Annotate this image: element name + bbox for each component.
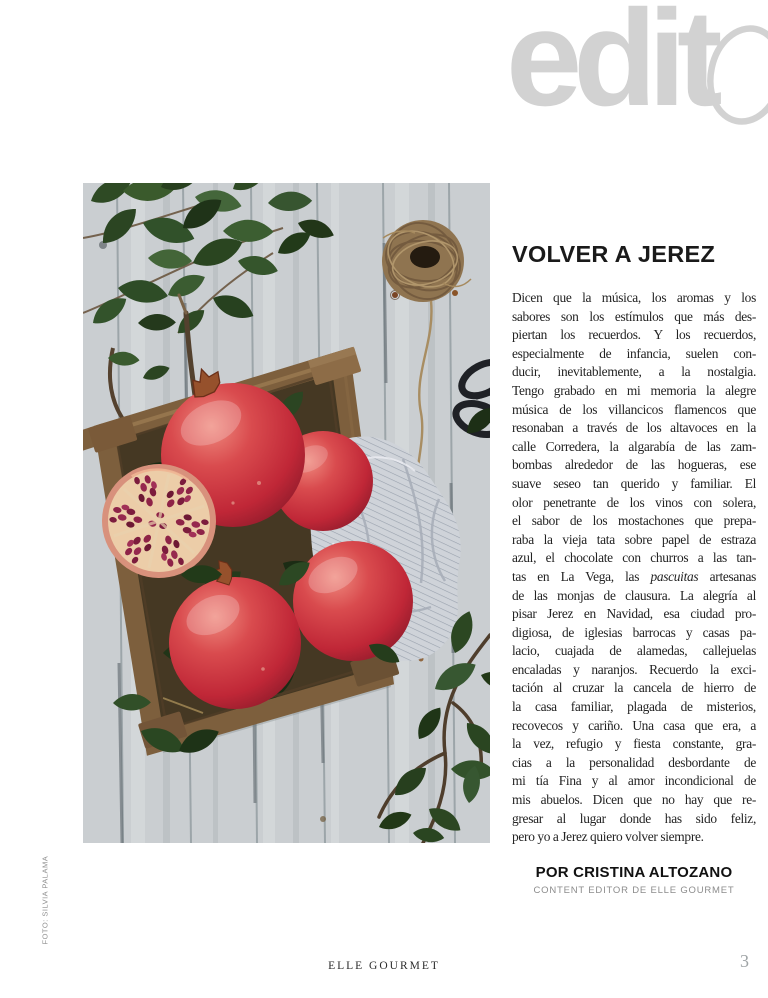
body-line: la vez, refugio y fiesta constante, gra- — [512, 736, 756, 752]
article-body — [512, 289, 756, 847]
body-line: suave seseo tan querido y familiar. El — [512, 475, 756, 491]
page-number: 3 — [740, 951, 749, 971]
body-line: tación al cruzar la cancela de hierro de — [512, 680, 756, 696]
body-line: tas en La Vega, las pascuitas artesanas — [512, 568, 757, 584]
body-line: de las monjas de clausura. La alegría al — [512, 587, 756, 603]
byline-block — [512, 864, 756, 896]
masthead-solid-letters: edit — [506, 0, 714, 135]
body-line: la casa familiar, plagada de misterios, — [512, 699, 756, 715]
body-line: lacio, cuajada de alamedas, callejuelas — [512, 643, 756, 659]
body-line: especialmente de infancia, suelen con- — [512, 345, 756, 361]
body-line: calle Corredera, la algarabía de las zam- — [512, 438, 756, 454]
body-line: gresar al lugar donde has sido feliz, — [512, 810, 756, 826]
body-line: bombas alrededor de las hogueras, ese — [512, 457, 756, 473]
body-line: encaladas y naranjos. Recuerdo la exci- — [512, 661, 756, 677]
body-line: el sabor de los mostachones que prepa- — [512, 513, 756, 529]
body-line: resonaban a través de los altavoces en la — [512, 420, 756, 436]
body-line: pero yo a Jerez quiero volver siempre. — [512, 829, 704, 845]
body-line: mis abuelos. Dicen que no hay que re- — [512, 792, 756, 808]
body-line: olor penetrante de los vinos con solera, — [512, 494, 756, 510]
byline-role: CONTENT EDITOR DE ELLE GOURMET — [533, 884, 735, 896]
body-line: Dicen que la música, los aromas y los — [512, 290, 756, 305]
pomegranate-on-cloth — [293, 541, 413, 661]
body-line: digiosa, de iglesias barrocas y casas pa- — [512, 624, 756, 640]
body-line: raba la vieja tata sobre papel de estraza — [512, 531, 756, 547]
body-line: ducir, inevitablemente, a la nostalgia. — [512, 364, 756, 380]
body-line: cias a la personalidad desbordante de — [512, 754, 756, 770]
article-title: VOLVER A JEREZ — [512, 241, 716, 267]
body-line: recovecos y cariño. Una casa que era, a — [512, 717, 756, 733]
body-line: azul, el chocolate con churros a las tan- — [512, 550, 756, 566]
body-line: mi tía Fina y al amor incondicional de — [512, 773, 756, 789]
masthead-edito — [506, 0, 768, 135]
body-line: pisar Jerez en Navidad, esa ciudad pro- — [512, 606, 756, 622]
footer-magazine-name: ELLE GOURMET — [328, 960, 440, 972]
body-line: Tengo grabado en mi memoria la alegre — [512, 382, 756, 398]
body-line: piertan los recuerdos. Y los recuerdos, — [512, 327, 756, 343]
body-line: sabores son los estímulos que más des- — [512, 308, 756, 324]
photo-credit: FOTO: SILVIA PALAMA — [40, 855, 50, 945]
byline: POR CRISTINA ALTOZANO — [535, 863, 733, 881]
pomegranate-photo — [83, 183, 490, 843]
body-line: música de los villancicos flamencos que — [512, 401, 756, 417]
article — [512, 241, 756, 896]
masthead-outline-o-icon — [700, 25, 768, 129]
